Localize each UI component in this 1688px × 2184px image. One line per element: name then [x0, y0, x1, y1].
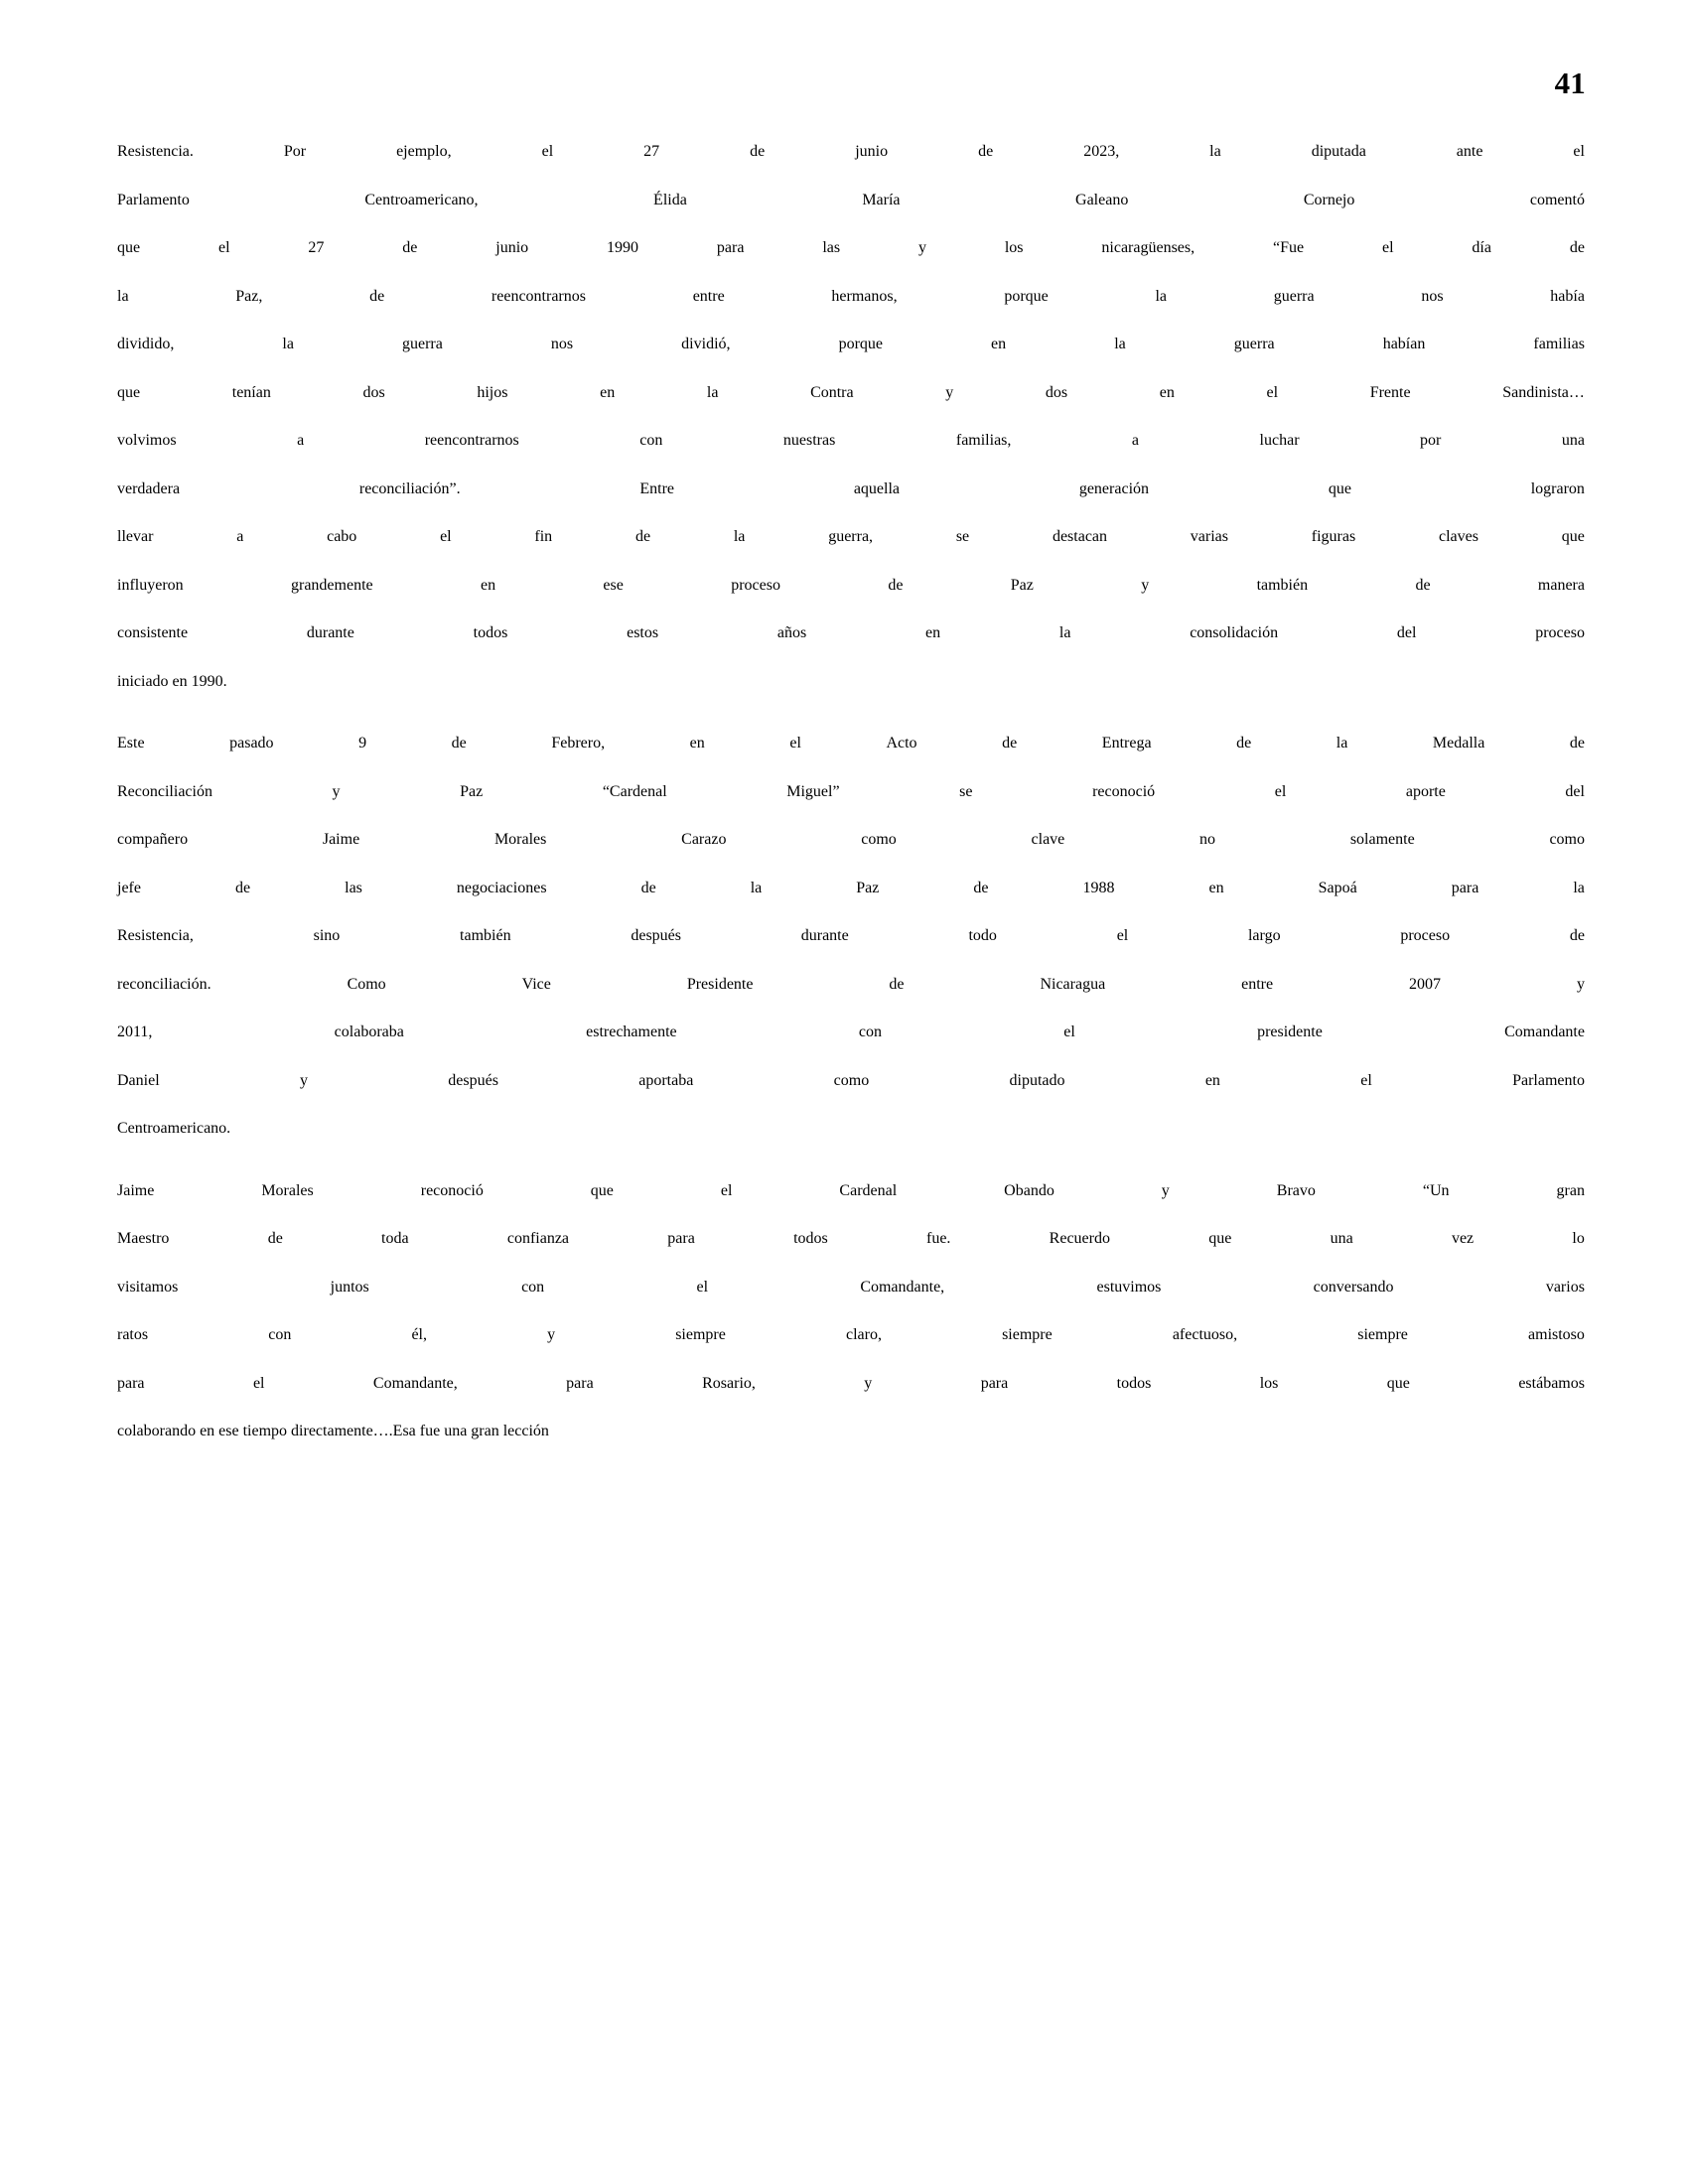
- word: y: [1141, 576, 1150, 594]
- word: para: [566, 1374, 594, 1392]
- word: lograron: [1530, 479, 1585, 497]
- text-line: [117, 976, 1585, 1024]
- word: influyeron: [117, 576, 184, 594]
- text-line: [117, 783, 1585, 832]
- word: en: [480, 576, 496, 594]
- word: verdadera: [117, 479, 181, 497]
- word: de: [369, 287, 385, 305]
- text-line: [117, 1375, 1585, 1424]
- word: aquella: [853, 479, 901, 497]
- word: para: [1451, 879, 1479, 896]
- word: él,: [411, 1326, 427, 1343]
- word: aporte: [1405, 782, 1446, 800]
- word: Miguel”: [786, 782, 840, 800]
- word: a: [1131, 432, 1140, 449]
- word: Centroamericano,: [364, 191, 479, 208]
- word: y: [1576, 975, 1585, 993]
- word: Paz: [1010, 576, 1034, 594]
- word: nos: [550, 336, 574, 352]
- word: en: [924, 624, 941, 641]
- word: cabo: [327, 528, 357, 545]
- word: para: [117, 1374, 145, 1392]
- text-line: [117, 1326, 1585, 1375]
- word: de: [1569, 735, 1585, 751]
- text-line: [117, 831, 1585, 880]
- word: reconciliación”.: [358, 479, 461, 497]
- word: “Cardenal: [602, 782, 667, 800]
- word: las: [822, 239, 841, 256]
- word: del: [1565, 782, 1585, 800]
- word: de: [888, 576, 904, 594]
- word: el: [1266, 383, 1279, 401]
- word: dos: [1045, 383, 1068, 401]
- word: estos: [627, 624, 659, 641]
- word: Sandinista…: [1502, 383, 1585, 401]
- word: vez: [1451, 1230, 1475, 1247]
- word: en: [1208, 879, 1224, 896]
- word: Paz: [460, 782, 484, 800]
- word: Parlamento: [1512, 1071, 1585, 1089]
- word: de: [267, 1230, 283, 1247]
- paragraph: [117, 143, 1585, 721]
- word: entre: [1241, 975, 1274, 993]
- word: confianza: [506, 1230, 570, 1247]
- word: 27: [308, 239, 325, 256]
- word: ratos: [117, 1326, 149, 1343]
- word: familias: [1533, 336, 1585, 352]
- word: largo: [1247, 927, 1281, 944]
- word: clave: [1031, 831, 1065, 848]
- word: porque: [1004, 287, 1049, 305]
- word: que: [1561, 528, 1585, 545]
- word: Por: [283, 143, 307, 160]
- word: Jaime: [322, 831, 360, 848]
- text-line: [117, 384, 1585, 433]
- word: Contra: [810, 383, 854, 401]
- word: el: [440, 528, 452, 545]
- word: grandemente: [291, 576, 373, 594]
- word: aportaba: [638, 1071, 694, 1089]
- text-line: [117, 432, 1585, 480]
- word: negociaciones: [456, 879, 547, 896]
- word: por: [1420, 432, 1442, 449]
- text-line: [117, 880, 1585, 928]
- word: comentó: [1529, 191, 1585, 208]
- word: la: [117, 287, 129, 305]
- word: fin: [534, 528, 553, 545]
- word: Maestro: [117, 1230, 170, 1247]
- text-line: [117, 1182, 1585, 1231]
- word: como: [861, 831, 897, 848]
- word: Entre: [639, 479, 675, 497]
- word: “Fue: [1273, 239, 1305, 256]
- word: para: [980, 1374, 1009, 1392]
- word: Comandante: [1504, 1024, 1585, 1040]
- word: del: [1396, 624, 1417, 641]
- word: colaboraba: [334, 1024, 404, 1040]
- word: de: [889, 975, 905, 993]
- word: de: [451, 735, 467, 751]
- word: dividió,: [681, 336, 731, 352]
- word: que: [1208, 1230, 1232, 1247]
- word: proceso: [731, 576, 780, 594]
- word: durante: [306, 624, 354, 641]
- word: con: [268, 1326, 292, 1343]
- word: Sapoá: [1318, 879, 1357, 896]
- word: de: [1236, 735, 1252, 751]
- word: Comandante,: [860, 1278, 945, 1296]
- word: el: [541, 143, 554, 160]
- word: y: [864, 1374, 873, 1392]
- word: una: [1561, 432, 1585, 449]
- word: que: [117, 383, 141, 401]
- word: el: [252, 1374, 265, 1392]
- word: 2007: [1409, 975, 1442, 993]
- word: guerra: [401, 336, 443, 352]
- word: los: [1004, 239, 1024, 256]
- text-line: [117, 288, 1585, 337]
- word: reconciliación.: [117, 975, 211, 993]
- word: había: [1550, 287, 1585, 305]
- word: guerra: [1233, 336, 1275, 352]
- word: Rosario,: [702, 1374, 756, 1392]
- word: presidente: [1257, 1024, 1323, 1040]
- page-header: [0, 0, 1688, 139]
- word: varias: [1190, 528, 1228, 545]
- word: de: [1002, 735, 1018, 751]
- word: en: [1159, 383, 1175, 401]
- word: Este: [117, 735, 145, 751]
- word: se: [955, 528, 970, 545]
- word: Resistencia,: [117, 927, 194, 944]
- word: Frente: [1369, 383, 1411, 401]
- word: de: [973, 879, 989, 896]
- text-line: [117, 528, 1585, 577]
- word: en: [1204, 1071, 1220, 1089]
- word: Nicaragua: [1040, 975, 1106, 993]
- word: junio: [855, 143, 889, 160]
- word: habían: [1382, 336, 1426, 352]
- text-line: [117, 673, 1585, 722]
- word: la: [733, 528, 746, 545]
- word: pasado: [229, 735, 274, 751]
- word: reencontrarnos: [424, 432, 519, 449]
- word: luchar: [1259, 432, 1300, 449]
- word: nos: [1421, 287, 1444, 305]
- word: diputada: [1311, 143, 1366, 160]
- word: la: [1155, 287, 1168, 305]
- word: figuras: [1311, 528, 1356, 545]
- word: que: [590, 1181, 614, 1199]
- word: de: [1415, 576, 1431, 594]
- word: todos: [1116, 1374, 1152, 1392]
- word: afectuoso,: [1172, 1326, 1238, 1343]
- text-line: [117, 336, 1585, 384]
- text-line: [117, 735, 1585, 783]
- word: hermanos,: [831, 287, 898, 305]
- word: y: [945, 383, 954, 401]
- text-line: [117, 239, 1585, 288]
- word: Obando: [1004, 1181, 1055, 1199]
- text-line: [117, 927, 1585, 976]
- word: el: [1573, 143, 1585, 160]
- text-line: [117, 1120, 1585, 1168]
- word: Vice: [521, 975, 551, 993]
- word: como: [833, 1071, 870, 1089]
- word: de: [235, 879, 251, 896]
- word: generación: [1078, 479, 1150, 497]
- word: durante: [800, 927, 849, 944]
- text-line: [117, 1230, 1585, 1279]
- word: la: [1058, 624, 1071, 641]
- word: Recuerdo: [1049, 1230, 1110, 1247]
- word: reencontrarnos: [491, 287, 586, 305]
- word: Como: [347, 975, 386, 993]
- word: de: [402, 239, 418, 256]
- word: de: [1569, 239, 1585, 256]
- word: Élida: [653, 191, 687, 208]
- word: el: [789, 735, 801, 751]
- word: estrechamente: [586, 1024, 677, 1040]
- word: manera: [1537, 576, 1585, 594]
- word: en: [991, 336, 1007, 352]
- word: destacan: [1052, 528, 1108, 545]
- word: estuvimos: [1096, 1278, 1162, 1296]
- word: proceso: [1400, 927, 1451, 944]
- word: 1990: [607, 239, 639, 256]
- paragraph: [117, 735, 1585, 1168]
- word: entre: [692, 287, 725, 305]
- word: todo: [968, 927, 997, 944]
- word: junio: [495, 239, 529, 256]
- word: para: [667, 1230, 695, 1247]
- word: después: [631, 927, 681, 944]
- word: Presidente: [686, 975, 754, 993]
- word: la: [706, 383, 719, 401]
- word: reconoció: [420, 1181, 484, 1199]
- word: dos: [362, 383, 385, 401]
- word: solamente: [1349, 831, 1415, 848]
- word: visitamos: [117, 1278, 179, 1296]
- word: el: [1063, 1024, 1075, 1040]
- word: el: [1274, 782, 1287, 800]
- word: amistoso: [1528, 1326, 1585, 1343]
- word: juntos: [330, 1278, 369, 1296]
- word: también: [1256, 576, 1309, 594]
- word: María: [862, 191, 901, 208]
- word: a: [236, 528, 244, 545]
- word: “Un: [1422, 1181, 1450, 1199]
- word: siempre: [1357, 1326, 1408, 1343]
- word: claves: [1439, 528, 1478, 545]
- word: guerra,: [828, 528, 874, 545]
- word: el: [1116, 927, 1129, 944]
- word: guerra: [1273, 287, 1315, 305]
- word: las: [345, 879, 362, 896]
- word: jefe: [117, 879, 141, 896]
- word: no: [1199, 831, 1216, 848]
- word: el: [1360, 1071, 1372, 1089]
- word: conversando: [1313, 1278, 1394, 1296]
- word: estábamos: [1518, 1374, 1585, 1392]
- word: lo: [1572, 1230, 1585, 1247]
- word: todos: [793, 1230, 828, 1247]
- word: Morales: [493, 831, 547, 848]
- word: después: [448, 1071, 498, 1089]
- word: se: [959, 782, 973, 800]
- word: y: [917, 239, 926, 256]
- word: consolidación: [1190, 624, 1279, 641]
- word: nuestras: [782, 432, 836, 449]
- word: Acto: [886, 735, 917, 751]
- text-line: [117, 143, 1585, 192]
- word: ese: [603, 576, 624, 594]
- word: el: [1381, 239, 1394, 256]
- word: gran: [1556, 1181, 1585, 1199]
- word: la: [1336, 735, 1348, 751]
- word: colaborando en ese tiempo directamente….Esa fue una gran lección: [117, 1423, 549, 1439]
- word: varios: [1545, 1278, 1585, 1296]
- word: la: [1114, 336, 1126, 352]
- word: de: [978, 143, 994, 160]
- word: 2023,: [1083, 143, 1120, 160]
- text-line: [117, 624, 1585, 673]
- word: Carazo: [681, 831, 727, 848]
- word: con: [521, 1278, 545, 1296]
- word: Paz: [856, 879, 880, 896]
- word: que: [1328, 479, 1351, 497]
- word: ejemplo,: [396, 143, 452, 160]
- word: Entrega: [1101, 735, 1152, 751]
- word: fue.: [925, 1230, 951, 1247]
- word: y: [547, 1326, 556, 1343]
- text-line: [117, 1423, 1585, 1471]
- word: los: [1259, 1374, 1279, 1392]
- word: 2011,: [117, 1024, 153, 1040]
- word: y: [1161, 1181, 1170, 1199]
- word: la: [750, 879, 763, 896]
- word: como: [1549, 831, 1585, 848]
- word: llevar: [117, 528, 154, 545]
- word: día: [1472, 239, 1491, 256]
- word: la: [1573, 879, 1585, 896]
- word: consistente: [117, 624, 189, 641]
- body-text-column: [117, 143, 1585, 1471]
- word: Medalla: [1432, 735, 1485, 751]
- word: hijos: [477, 383, 508, 401]
- word: Centroamericano.: [117, 1120, 231, 1137]
- word: volvimos: [117, 432, 177, 449]
- word: y: [299, 1071, 308, 1089]
- word: de: [634, 528, 651, 545]
- paragraph: [117, 1182, 1585, 1471]
- text-line: [117, 577, 1585, 625]
- text-line: [117, 480, 1585, 529]
- word: en: [600, 383, 616, 401]
- word: la: [282, 336, 294, 352]
- word: 27: [643, 143, 660, 160]
- word: también: [460, 927, 511, 944]
- word: ante: [1456, 143, 1483, 160]
- word: con: [858, 1024, 882, 1040]
- text-line: [117, 1024, 1585, 1072]
- word: iniciado en 1990.: [117, 672, 227, 690]
- word: compañero: [117, 831, 189, 848]
- word: 1988: [1082, 879, 1115, 896]
- word: Galeano: [1075, 191, 1129, 208]
- page-number: 41: [1554, 66, 1586, 100]
- word: en: [689, 735, 705, 751]
- text-line: [117, 1072, 1585, 1121]
- word: reconoció: [1092, 782, 1156, 800]
- word: tenían: [231, 383, 271, 401]
- word: el: [696, 1278, 709, 1296]
- word: de: [1569, 927, 1585, 944]
- word: y: [332, 782, 341, 800]
- word: todos: [473, 624, 508, 641]
- word: años: [776, 624, 807, 641]
- word: Daniel: [117, 1071, 160, 1089]
- word: diputado: [1009, 1071, 1065, 1089]
- word: dividido,: [117, 336, 175, 352]
- word: toda: [381, 1230, 409, 1247]
- word: nicaragüenses,: [1101, 239, 1196, 256]
- word: Resistencia.: [117, 143, 194, 160]
- word: Morales: [261, 1181, 314, 1199]
- word: porque: [838, 336, 883, 352]
- word: que: [1386, 1374, 1410, 1392]
- word: Parlamento: [117, 191, 190, 208]
- word: siempre: [675, 1326, 726, 1343]
- word: de: [750, 143, 766, 160]
- word: Reconciliación: [117, 782, 212, 800]
- word: de: [640, 879, 656, 896]
- word: proceso: [1535, 624, 1585, 641]
- word: familias,: [955, 432, 1012, 449]
- word: Febrero,: [551, 735, 606, 751]
- word: que: [117, 239, 141, 256]
- word: para: [716, 239, 745, 256]
- word: una: [1330, 1230, 1353, 1247]
- word: Paz,: [235, 287, 263, 305]
- word: sino: [313, 927, 341, 944]
- word: el: [720, 1181, 733, 1199]
- word: siempre: [1002, 1326, 1053, 1343]
- paragraph-list: [117, 143, 1585, 1471]
- word: el: [217, 239, 230, 256]
- word: la: [1209, 143, 1221, 160]
- text-line: [117, 1279, 1585, 1327]
- word: a: [297, 432, 305, 449]
- word: Cornejo: [1303, 191, 1355, 208]
- word: Cardenal: [839, 1181, 898, 1199]
- text-line: [117, 192, 1585, 240]
- word: Comandante,: [372, 1374, 458, 1392]
- word: con: [639, 432, 663, 449]
- word: Jaime: [117, 1181, 155, 1199]
- word: Bravo: [1276, 1181, 1316, 1199]
- word: 9: [358, 735, 367, 751]
- word: claro,: [845, 1326, 882, 1343]
